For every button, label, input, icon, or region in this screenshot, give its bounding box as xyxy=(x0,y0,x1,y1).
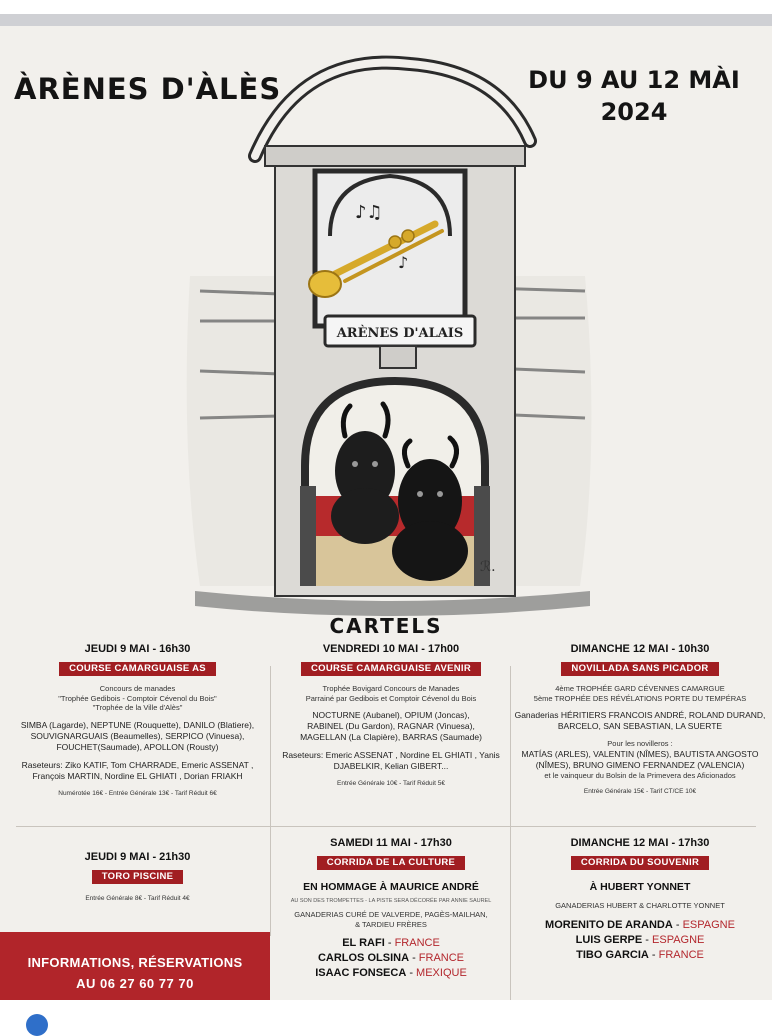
event-dimanche-corrida xyxy=(514,836,766,963)
event-day: JEUDI 9 MAI - 21h30 xyxy=(84,851,191,863)
event-jeudi-toro xyxy=(10,850,265,904)
event-lineup: MAGELLAN (La Clapière), BARRAS (Saumade) xyxy=(300,732,482,742)
dates-year: 2024 xyxy=(600,98,668,126)
event-price: Entrée Générale 15€ - Tarif CT/CE 10€ xyxy=(583,788,697,795)
event-note: Parrainé par Gedibois et Comptoir Cévenol du Bois xyxy=(305,693,477,703)
event-ganaderias: & TARDIEU FRÈRES xyxy=(355,919,427,929)
event-day: SAMEDI 11 MAI - 17h30 xyxy=(330,837,452,849)
event-samedi-corrida xyxy=(275,836,507,981)
svg-text:♪: ♪ xyxy=(398,253,409,272)
event-type-badge: NOVILLADA SANS PICADOR xyxy=(561,662,718,676)
event-price: Entrée Générale 10€ - Tarif Réduit 5€ xyxy=(337,780,445,787)
event-type-badge: COURSE CAMARGUAISE AS xyxy=(59,662,216,676)
event-type-badge: COURSE CAMARGUAISE AVENIR xyxy=(301,662,481,676)
event-novilleros: et le vainqueur du Bolsin de la Primevera des Aficionados xyxy=(544,770,736,780)
event-raseteurs: Raseteurs: Emeric ASSENAT , Nordine EL GHIATI , Yanis xyxy=(282,750,500,760)
event-price: Numérotée 16€ - Entrée Générale 13€ - Tarif Réduit 6€ xyxy=(58,789,217,797)
event-type-badge: CORRIDA DE LA CULTURE xyxy=(317,856,465,870)
event-ganaderias: Ganaderias HÉRITIERS FRANCOIS ANDRÉ, ROLAND DURAND, xyxy=(514,710,766,720)
event-dimanche-novillada xyxy=(514,642,766,797)
event-day: VENDREDI 10 MAI - 17h00 xyxy=(322,643,460,655)
event-raseteurs: François MARTIN, Nordine EL GHIATI , Dorian FRIAKH xyxy=(32,770,243,781)
info-reservations-box[interactable] xyxy=(0,932,270,1000)
event-novilleros: (NÎMES), BRUNO GIMENO FERNANDEZ (VALENCIA) xyxy=(535,759,745,770)
dates-range: DU 9 AU 12 MÀI xyxy=(528,66,740,94)
artist-signature-icon: ℛ. xyxy=(480,559,496,575)
event-note: Trophée Bovigard Concours de Manades xyxy=(322,684,460,693)
venue-title: ÀRÈNES D'ÀLÈS xyxy=(14,72,282,106)
event-raseteurs: DJABELKIR, Kelian GIBERT... xyxy=(333,761,449,771)
info-phone[interactable]: AU 06 27 60 77 70 xyxy=(76,976,194,991)
event-day: JEUDI 9 MAI - 16h30 xyxy=(84,643,191,655)
event-vendredi-avenir xyxy=(275,642,507,789)
event-tiny-note: AU SON DES TROMPETTES - LA PISTE SERA DÉCORÉE PAR ANNIE SAUREL xyxy=(290,898,492,904)
event-day: DIMANCHE 12 MAI - 10h30 xyxy=(570,643,710,655)
matador-line: MORENITO DE ARANDA - ESPAGNE xyxy=(545,918,735,931)
event-lineup: RABINEL (Du Gardon), RAGNAR (Vinuesa), xyxy=(307,721,475,731)
event-lineup: SOUVIGNARGUAIS (Beaumelles), SERPICO (Vinuesa), xyxy=(30,730,245,741)
event-price: Entrée Générale 8€ - Tarif Réduit 4€ xyxy=(85,895,190,902)
event-lineup: FOUCHET(Saumade), APOLLON (Rousty) xyxy=(56,741,219,752)
divider-right xyxy=(510,666,511,1000)
bottom-strip xyxy=(0,1000,772,1024)
event-note: "Trophée de la Ville d'Alès" xyxy=(92,703,183,712)
top-divider xyxy=(0,14,772,26)
arena-sign-text: ARÈNES D'ALAIS xyxy=(336,326,464,341)
event-lineup: SIMBA (Lagarde), NEPTUNE (Rouquette), DANILO (Blatiere), xyxy=(20,719,255,730)
matador-line: LUIS GERPE - ESPAGNE xyxy=(575,933,705,946)
event-note: 4ème TROPHÉE GARD CÉVENNES CAMARGUE xyxy=(555,684,725,693)
event-day: DIMANCHE 12 MAI - 17h30 xyxy=(570,837,710,849)
cartels-heading: CARTELS xyxy=(329,614,443,638)
event-ganaderias: BARCELO, SAN SEBASTIAN, LA SUERTE xyxy=(557,721,723,731)
event-subtitle: EN HOMMAGE À MAURICE ANDRÉ xyxy=(303,881,479,893)
event-note: Concours de manades xyxy=(99,684,176,693)
top-bar xyxy=(0,0,772,14)
svg-text:♪♫: ♪♫ xyxy=(355,202,383,223)
divider-left xyxy=(270,666,271,936)
event-ganaderias: GANADERIAS HUBERT & CHARLOTTE YONNET xyxy=(555,901,725,910)
event-novilleros: MATÍAS (ARLES), VALENTIN (NÎMES), BAUTISTA ANGOSTO xyxy=(521,748,759,759)
matador-line: TIBO GARCIA - FRANCE xyxy=(576,948,704,961)
event-novilleros-intro: Pour les novilleros : xyxy=(607,739,673,748)
info-title: INFORMATIONS, RÉSERVATIONS xyxy=(27,955,243,970)
poster xyxy=(0,26,772,1000)
arena-gate-illustration xyxy=(180,46,600,636)
event-type-badge: CORRIDA DU SOUVENIR xyxy=(571,856,709,870)
divider-row xyxy=(16,826,756,827)
event-note: 5ème TROPHÉE DES RÉVÉLATIONS PORTE DU TEMPÉRAS xyxy=(533,693,747,703)
avatar[interactable] xyxy=(26,1014,48,1036)
event-ganaderias: GANADERIAS CURÉ DE VALVERDE, PAGÈS-MAILHAN, xyxy=(294,910,488,919)
event-type-badge: TORO PISCINE xyxy=(92,870,184,884)
event-note: "Trophée Gedibois - Comptoir Cévenol du Bois" xyxy=(58,693,217,703)
matador-line: EL RAFI - FRANCE xyxy=(342,937,440,949)
matador-line: ISAAC FONSECA - MEXIQUE xyxy=(315,967,467,979)
bull-right-icon xyxy=(392,438,468,581)
event-subtitle: À HUBERT YONNET xyxy=(589,881,691,893)
event-lineup: NOCTURNE (Aubanel), OPIUM (Joncas), xyxy=(312,710,470,720)
event-raseteurs: Raseteurs: Ziko KATIF, Tom CHARRADE, Emeric ASSENAT , xyxy=(21,759,254,770)
event-jeudi-as xyxy=(10,642,265,799)
matador-line: CARLOS OLSINA - FRANCE xyxy=(317,952,465,964)
